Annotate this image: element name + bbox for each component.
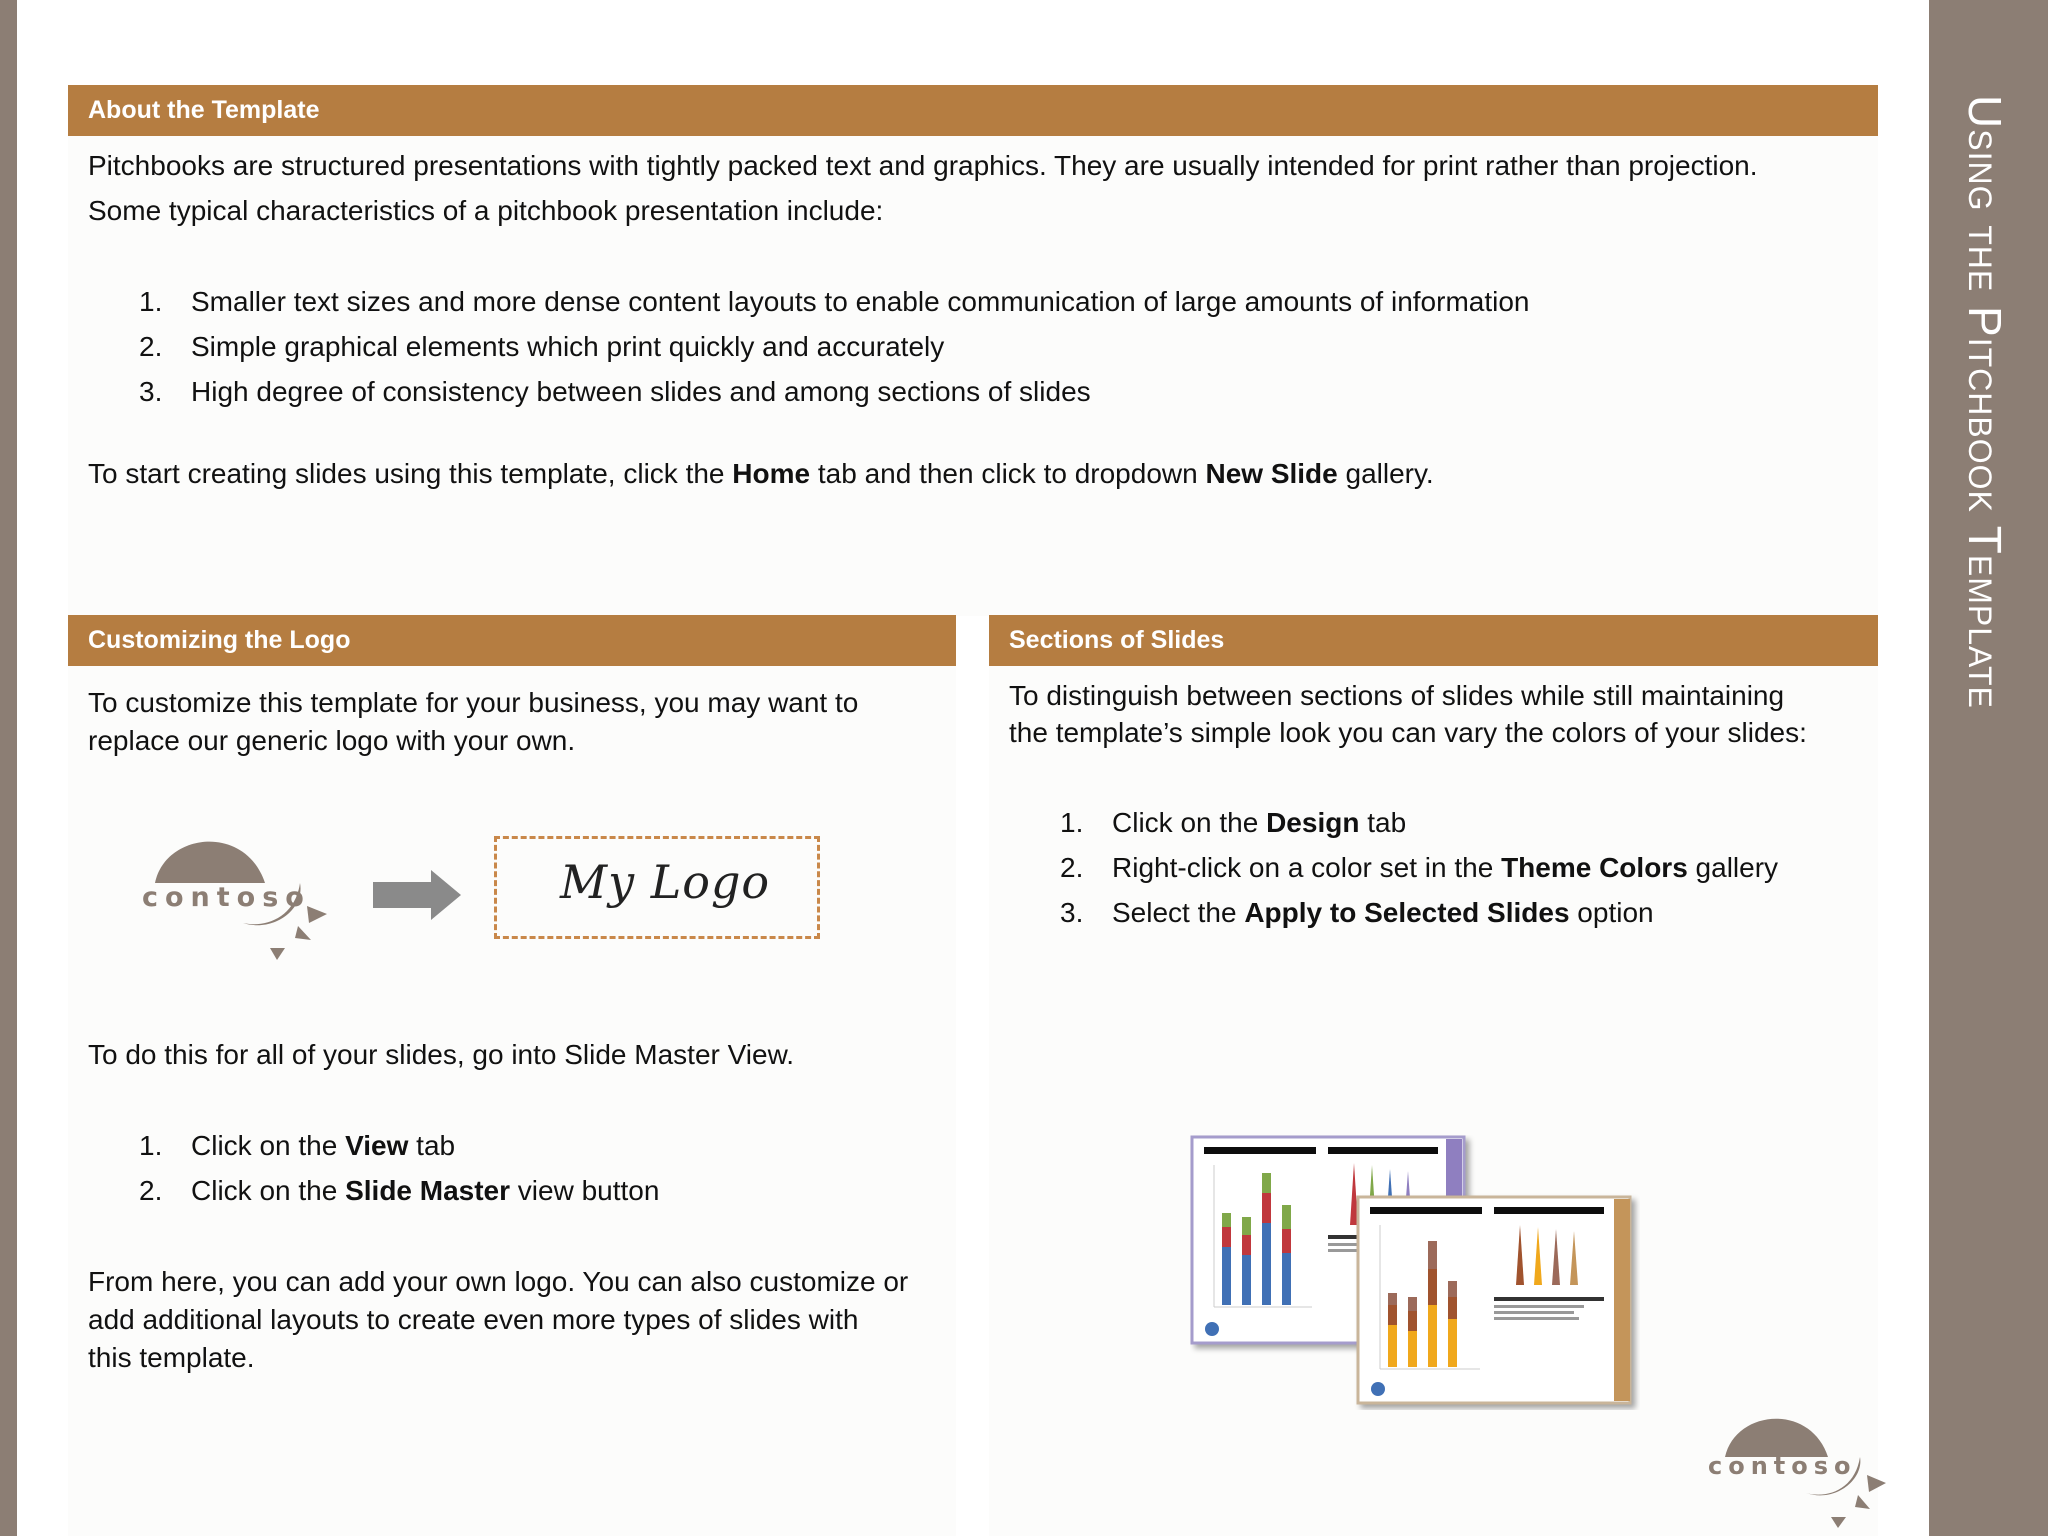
logo-outro-line3: this template. <box>88 1342 255 1373</box>
about-intro-line1: Pitchbooks are structured presentations with tightly packed text and graphics. They are usually intended for print rather than projection. <box>88 150 1758 181</box>
about-start-text: To start creating slides using this template, click the Home tab and then click to dropdown New Slide gallery. <box>88 458 1434 489</box>
logo-outro-line2: add additional layouts to create even more types of slides with <box>88 1304 859 1335</box>
footer-contoso-text: contoso <box>1708 1452 1857 1480</box>
slide-thumbnails-image <box>1190 1135 1640 1410</box>
slide-master-text: To do this for all of your slides, go into Slide Master View. <box>88 1039 795 1070</box>
left-side-bar <box>0 0 17 1536</box>
logo-intro-line1: To customize this template for your business, you may want to <box>88 687 859 718</box>
logo-header: Customizing the Logo <box>68 615 956 666</box>
side-title: Using the Pitchbook Template <box>1959 95 2011 709</box>
logo-outro-line1: From here, you can add your own logo. You can also customize or <box>88 1266 909 1297</box>
sections-intro-line1: To distinguish between sections of slides while still maintaining <box>1009 680 1785 711</box>
logo-panel <box>68 666 956 1536</box>
contoso-logo <box>135 828 335 963</box>
footer-contoso-logo <box>1700 1405 1890 1530</box>
sections-header: Sections of Slides <box>989 615 1878 666</box>
logo-intro-line2: replace our generic logo with your own. <box>88 725 576 756</box>
right-side-bar <box>1929 0 2048 1536</box>
arrow-right-icon <box>373 870 463 920</box>
about-intro-line2: Some typical characteristics of a pitchbook presentation include: <box>88 195 884 226</box>
about-header: About the Template <box>68 85 1878 136</box>
sections-intro-line2: the template’s simple look you can vary the colors of your slides: <box>1009 717 1807 748</box>
contoso-logo-text: contoso <box>142 882 311 913</box>
my-logo-text: My Logo <box>560 855 771 909</box>
